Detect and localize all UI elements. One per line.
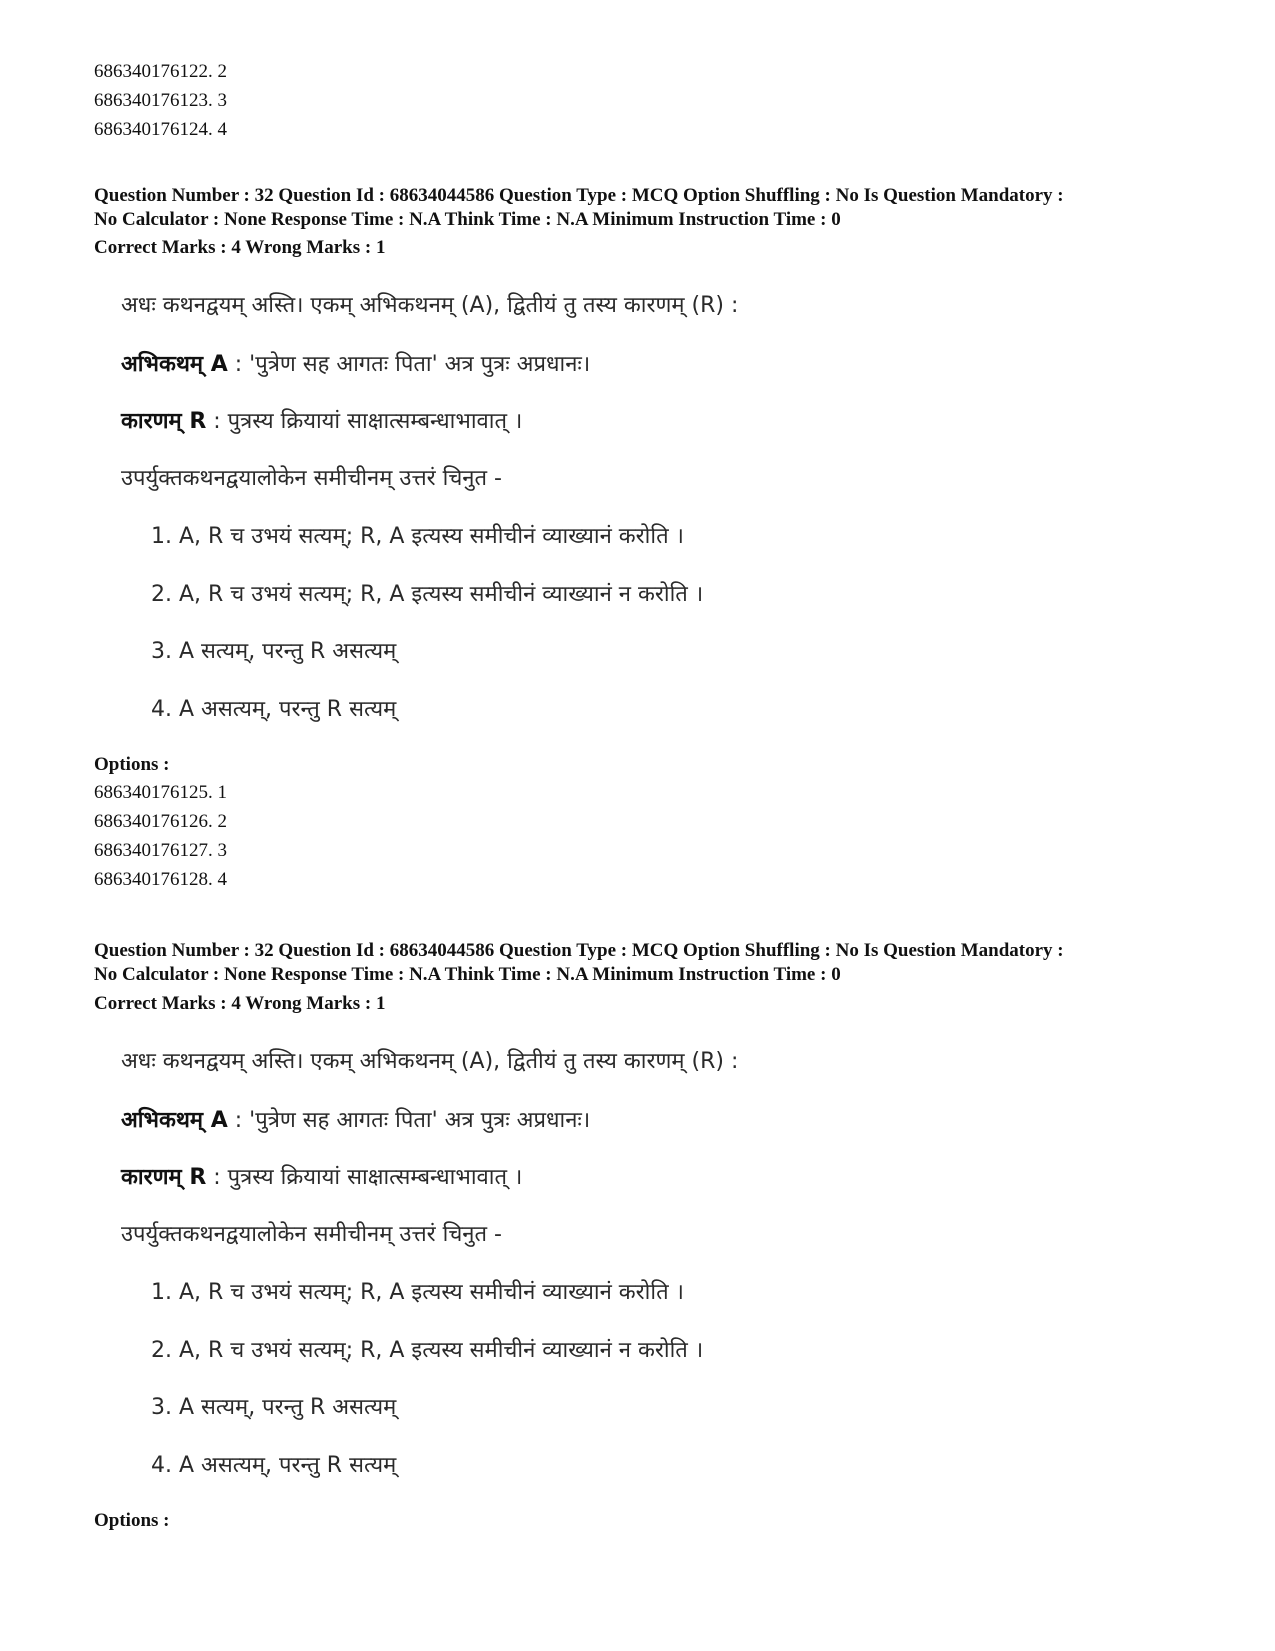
question-instruction: उपर्युक्तकथनद्वयालोकेन समीचीनम् उत्तरं चिनुत - bbox=[121, 466, 502, 491]
assertion bbox=[121, 350, 590, 380]
reason-label: कारणम् R bbox=[121, 409, 207, 434]
assertion bbox=[121, 1106, 590, 1136]
question-marks: Correct Marks : 4 Wrong Marks : 1 bbox=[94, 237, 386, 258]
question-header-line1: Question Number : 32 Question Id : 68634044586 Question Type : MCQ Option Shuffling : No Is Question Mandatory : bbox=[94, 185, 1064, 206]
question-instruction: उपर्युक्तकथनद्वयालोकेन समीचीनम् उत्तरं चिनुत - bbox=[121, 1222, 502, 1247]
choice-item: 4. A असत्यम्, परन्तु R सत्यम् bbox=[151, 1453, 397, 1478]
reason-text: : पुत्रस्य क्रियायां साक्षात्सम्बन्धाभावात् । bbox=[206, 1165, 523, 1190]
assertion-text: : 'पुत्रेण सह आगतः पिता' अत्र पुत्रः अप्रधानः। bbox=[227, 352, 591, 377]
option-line: 686340176124. 4 bbox=[94, 119, 227, 140]
option-line: 686340176128. 4 bbox=[94, 869, 227, 890]
choice-item: 1. A, R च उभयं सत्यम्; R, A इत्यस्य समीचीनं व्याख्यानं करोति । bbox=[151, 1280, 684, 1305]
option-line: 686340176125. 1 bbox=[94, 782, 227, 803]
choice-item: 3. A सत्यम्, परन्तु R असत्यम् bbox=[151, 1395, 397, 1420]
assertion-label: अभिकथम् A bbox=[121, 352, 228, 377]
reason-text: : पुत्रस्य क्रियायां साक्षात्सम्बन्धाभावात् । bbox=[206, 409, 523, 434]
options-label: Options : bbox=[94, 1510, 170, 1531]
option-line: 686340176126. 2 bbox=[94, 811, 227, 832]
choice-item: 4. A असत्यम्, परन्तु R सत्यम् bbox=[151, 697, 397, 722]
reason bbox=[121, 407, 522, 437]
choice-item: 2. A, R च उभयं सत्यम्; R, A इत्यस्य समीचीनं व्याख्यानं न करोति । bbox=[151, 582, 704, 607]
question-header-line1: Question Number : 32 Question Id : 68634044586 Question Type : MCQ Option Shuffling : No Is Question Mandatory : bbox=[94, 940, 1064, 961]
options-label: Options : bbox=[94, 754, 170, 775]
question-intro: अधः कथनद्वयम् अस्ति। एकम् अभिकथनम् (A), द्वितीयं तु तस्य कारणम् (R) : bbox=[121, 1049, 739, 1074]
option-line: 686340176122. 2 bbox=[94, 61, 227, 82]
option-line: 686340176127. 3 bbox=[94, 840, 227, 861]
choice-item: 1. A, R च उभयं सत्यम्; R, A इत्यस्य समीचीनं व्याख्यानं करोति । bbox=[151, 524, 684, 549]
question-header-line2: No Calculator : None Response Time : N.A Think Time : N.A Minimum Instruction Time : 0 bbox=[94, 209, 841, 230]
question-intro: अधः कथनद्वयम् अस्ति। एकम् अभिकथनम् (A), द्वितीयं तु तस्य कारणम् (R) : bbox=[121, 293, 739, 318]
choice-item: 3. A सत्यम्, परन्तु R असत्यम् bbox=[151, 639, 397, 664]
question-marks: Correct Marks : 4 Wrong Marks : 1 bbox=[94, 993, 386, 1014]
choice-item: 2. A, R च उभयं सत्यम्; R, A इत्यस्य समीचीनं व्याख्यानं न करोति । bbox=[151, 1338, 704, 1363]
reason bbox=[121, 1163, 522, 1193]
question-header-line2: No Calculator : None Response Time : N.A Think Time : N.A Minimum Instruction Time : 0 bbox=[94, 964, 841, 985]
assertion-label: अभिकथम् A bbox=[121, 1108, 228, 1133]
option-line: 686340176123. 3 bbox=[94, 90, 227, 111]
reason-label: कारणम् R bbox=[121, 1165, 207, 1190]
assertion-text: : 'पुत्रेण सह आगतः पिता' अत्र पुत्रः अप्रधानः। bbox=[227, 1108, 591, 1133]
